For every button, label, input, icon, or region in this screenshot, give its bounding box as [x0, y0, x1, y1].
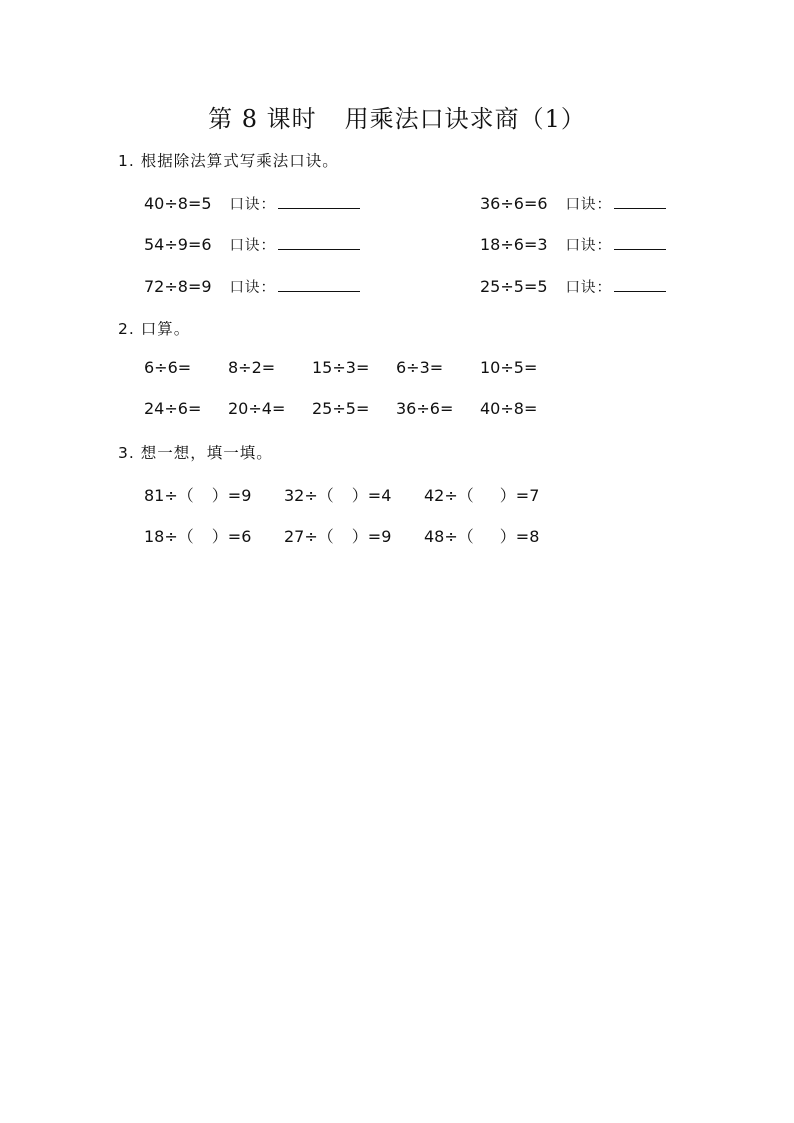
lesson-topic: 用乘法口诀求商（1）	[344, 105, 586, 133]
section-1-item	[144, 192, 360, 214]
mental-math-problem: 24÷6=	[144, 399, 202, 418]
division-equation: 54÷9=6	[144, 235, 212, 254]
mental-math-problem: 25÷5=	[312, 399, 370, 418]
problem-suffix: ）=9	[211, 486, 252, 505]
section-3-heading: 3. 想一想，填一填。	[118, 444, 273, 462]
lesson-number: 第 8 课时	[208, 105, 317, 133]
mental-math-problem: 40÷8=	[480, 399, 538, 418]
fill-in-problem	[284, 483, 391, 506]
mental-math-problem: 36÷6=	[396, 399, 454, 418]
answer-blank[interactable]	[614, 233, 666, 250]
mental-math-problem: 20÷4=	[228, 399, 286, 418]
mental-math-problem: 10÷5=	[480, 358, 538, 377]
fill-in-problem	[144, 483, 251, 506]
section-1-item	[480, 192, 666, 214]
answer-blank[interactable]	[278, 275, 360, 292]
mental-math-problem: 8÷2=	[228, 358, 276, 377]
mental-math-problem: 6÷6=	[144, 358, 192, 377]
problem-prefix: 27÷（	[284, 527, 334, 546]
problem-prefix: 18÷（	[144, 527, 194, 546]
problem-suffix: ）=9	[351, 527, 392, 546]
division-equation: 36÷6=6	[480, 194, 548, 213]
division-equation: 40÷8=5	[144, 194, 212, 213]
section-1-item	[144, 275, 360, 297]
problem-prefix: 81÷（	[144, 486, 194, 505]
mental-math-problem: 6÷3=	[396, 358, 444, 377]
problem-suffix: ）=6	[211, 527, 252, 546]
answer-blank[interactable]	[614, 275, 666, 292]
answer-blank[interactable]	[278, 233, 360, 250]
mental-math-problem: 15÷3=	[312, 358, 370, 377]
mnemonic-label: 口诀：	[565, 238, 613, 254]
mnemonic-label: 口诀：	[229, 197, 277, 213]
fill-in-problem	[424, 524, 539, 547]
answer-blank[interactable]	[614, 192, 666, 209]
mnemonic-label: 口诀：	[229, 280, 277, 296]
problem-suffix: ）=8	[499, 527, 540, 546]
section-1-item	[480, 233, 666, 255]
answer-blank[interactable]	[278, 192, 360, 209]
section-1-item	[480, 275, 666, 297]
problem-prefix: 42÷（	[424, 486, 474, 505]
division-equation: 25÷5=5	[480, 277, 548, 296]
mnemonic-label: 口诀：	[565, 280, 613, 296]
problem-suffix: ）=4	[351, 486, 392, 505]
mnemonic-label: 口诀：	[229, 238, 277, 254]
division-equation: 72÷8=9	[144, 277, 212, 296]
problem-prefix: 48÷（	[424, 527, 474, 546]
section-1-heading: 1. 根据除法算式写乘法口诀。	[118, 152, 339, 170]
fill-in-problem	[424, 483, 539, 506]
page-title	[0, 99, 794, 134]
problem-suffix: ）=7	[499, 486, 540, 505]
mnemonic-label: 口诀：	[565, 197, 613, 213]
problem-prefix: 32÷（	[284, 486, 334, 505]
division-equation: 18÷6=3	[480, 235, 548, 254]
section-2-heading: 2. 口算。	[118, 320, 191, 338]
section-1-item	[144, 233, 360, 255]
fill-in-problem	[284, 524, 391, 547]
fill-in-problem	[144, 524, 251, 547]
